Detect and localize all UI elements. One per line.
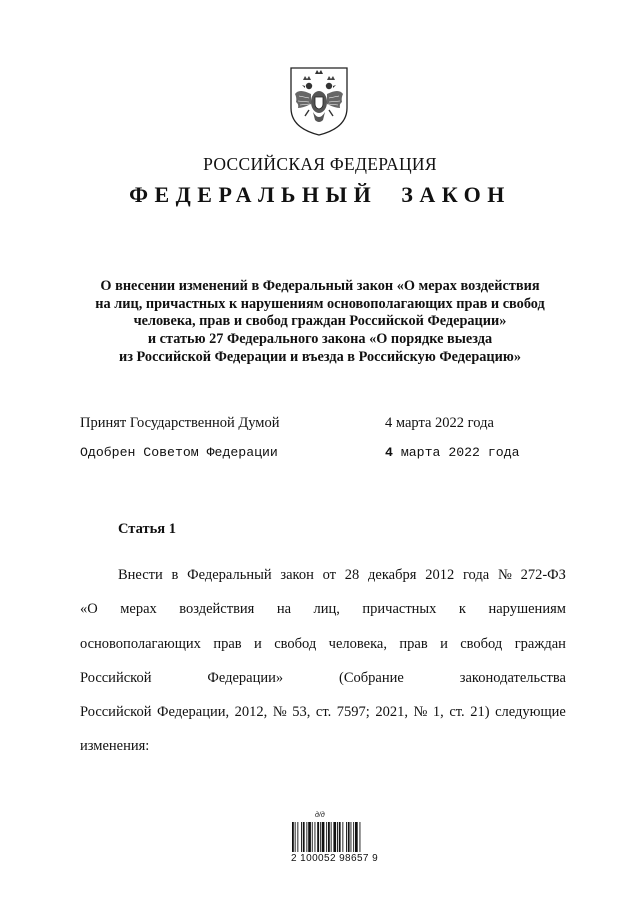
body-word: граждан bbox=[514, 635, 566, 652]
body-word: 7597; bbox=[336, 704, 370, 721]
title-line: на лиц, причастных к нарушениям основополагающих прав и свобод bbox=[95, 295, 545, 312]
body-word: прав bbox=[399, 635, 428, 652]
title-line: человека, прав и свобод граждан Российской Федерации» bbox=[133, 313, 507, 330]
barcode-bar bbox=[339, 822, 341, 852]
barcode-bars-icon bbox=[291, 822, 379, 852]
barcode-bar bbox=[351, 822, 352, 852]
body-word: от bbox=[322, 567, 337, 583]
body-word: № bbox=[497, 567, 512, 583]
council-approval-label: Одобрен Советом Федерации bbox=[80, 445, 278, 460]
body-word: человека, bbox=[328, 635, 387, 652]
body-word: ст. bbox=[315, 704, 332, 721]
title-line: из Российской Федерации и въезда в Российскую Федерацию» bbox=[119, 348, 521, 365]
body-word: причастных bbox=[362, 601, 437, 618]
body-line bbox=[80, 592, 566, 626]
body-word: свобод bbox=[460, 635, 503, 652]
article-heading: Статья 1 bbox=[118, 521, 176, 537]
body-word: 21) bbox=[470, 704, 490, 721]
barcode-bar bbox=[326, 822, 327, 852]
body-word: 53, bbox=[292, 704, 311, 721]
barcode-bar bbox=[312, 822, 313, 852]
barcode-number: 2 100052 98657 9 bbox=[291, 853, 379, 864]
body-word: мерах bbox=[120, 601, 157, 618]
body-word: и bbox=[254, 635, 262, 652]
document-type: ФЕДЕРАЛЬНЫЙ ЗАКОН bbox=[129, 182, 511, 207]
barcode-bar bbox=[333, 822, 336, 852]
barcode-bar bbox=[342, 822, 343, 852]
body-word: Федерации, bbox=[157, 704, 230, 721]
title-line: О внесении изменений в Федеральный закон «О мерах воздействия bbox=[100, 278, 540, 294]
body-word: 1, bbox=[432, 704, 444, 721]
body-line bbox=[80, 695, 566, 729]
barcode-bar bbox=[320, 822, 321, 852]
body-word: основополагающих bbox=[80, 635, 201, 652]
council-approval-day: 4 bbox=[385, 445, 393, 460]
body-word: к bbox=[458, 601, 466, 618]
body-word: № bbox=[413, 704, 428, 721]
barcode-bar bbox=[295, 822, 296, 852]
body-word: на bbox=[276, 601, 292, 618]
body-word: Российской bbox=[80, 704, 152, 721]
body-word: (Собрание bbox=[339, 669, 404, 686]
body-word: Федерации» bbox=[207, 669, 284, 686]
body-word: воздействия bbox=[179, 601, 255, 618]
country-name: РОССИЙСКАЯ ФЕДЕРАЦИЯ bbox=[203, 154, 437, 174]
body-word: № bbox=[272, 704, 287, 721]
body-word: ст. bbox=[449, 704, 465, 721]
body-line bbox=[80, 661, 566, 695]
body-word: 2012, bbox=[234, 704, 268, 721]
body-word: изменения: bbox=[80, 738, 150, 755]
barcode-bar bbox=[337, 822, 338, 852]
body-word: и bbox=[440, 635, 448, 652]
barcode bbox=[291, 812, 381, 868]
body-word: лиц, bbox=[313, 601, 340, 618]
body-line bbox=[80, 729, 566, 763]
barcode-bar bbox=[346, 822, 347, 852]
body-word: законодательства bbox=[459, 669, 566, 686]
barcode-bar bbox=[355, 822, 358, 852]
barcode-bar bbox=[303, 822, 305, 852]
body-line bbox=[80, 558, 566, 592]
barcode-bar bbox=[308, 822, 311, 852]
body-word: 2021, bbox=[375, 704, 408, 721]
barcode-bar bbox=[315, 822, 316, 852]
body-word: в bbox=[171, 567, 179, 583]
barcode-bar bbox=[360, 822, 361, 852]
body-word: 2012 bbox=[425, 567, 455, 583]
body-word: декабря bbox=[368, 567, 417, 583]
body-word: Внести bbox=[118, 567, 163, 583]
body-word: Российской bbox=[80, 669, 152, 686]
coat-of-arms-icon bbox=[287, 64, 351, 138]
title-line: и статью 27 Федерального закона «О порядке выезда bbox=[147, 331, 493, 348]
barcode-bar bbox=[348, 822, 350, 852]
barcode-bar bbox=[297, 822, 298, 852]
barcode-bar bbox=[328, 822, 330, 852]
barcode-bar bbox=[301, 822, 302, 852]
barcode-bar bbox=[331, 822, 332, 852]
barcode-bar bbox=[317, 822, 319, 852]
body-line bbox=[80, 627, 566, 661]
duma-adoption-date: 4 марта 2022 года bbox=[385, 415, 494, 431]
duma-adoption-label: Принят Государственной Думой bbox=[80, 415, 280, 431]
body-word: «О bbox=[80, 601, 98, 618]
body-word: следующие bbox=[495, 704, 566, 721]
barcode-bar bbox=[353, 822, 354, 852]
body-word: Федеральный bbox=[187, 567, 272, 583]
body-word: прав bbox=[213, 635, 242, 652]
barcode-bar bbox=[322, 822, 325, 852]
law-title bbox=[60, 278, 580, 367]
body-word: закон bbox=[280, 567, 314, 583]
body-word: свобод bbox=[274, 635, 317, 652]
barcode-bar bbox=[306, 822, 307, 852]
body-word: 28 bbox=[344, 567, 360, 583]
council-approval-month-year: марта 2022 года bbox=[392, 445, 520, 460]
barcode-mark: д/д bbox=[315, 812, 325, 819]
body-word: нарушениям bbox=[488, 601, 566, 618]
barcode-bar bbox=[292, 822, 294, 852]
council-approval-date bbox=[385, 445, 520, 460]
body-word: 272-ФЗ bbox=[520, 567, 566, 583]
body-word: года bbox=[462, 567, 490, 583]
article-body bbox=[80, 558, 566, 764]
